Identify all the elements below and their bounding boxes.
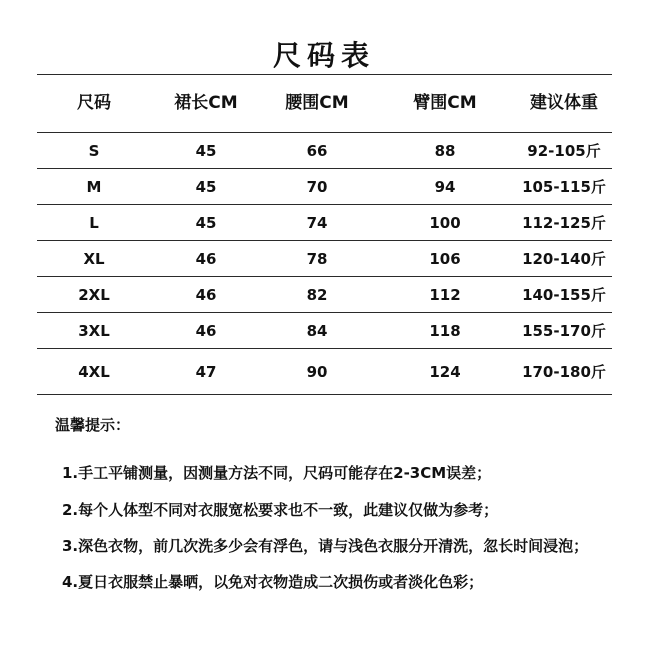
table-bottom-rule [37, 394, 612, 395]
row-divider [37, 240, 612, 241]
cell-weight: 140-155斤 [522, 286, 606, 304]
row-divider [37, 312, 612, 313]
cell-size: M [86, 178, 102, 196]
cell-size: L [89, 214, 99, 232]
cell-waist: 84 [306, 322, 328, 340]
row-divider [37, 204, 612, 205]
cell-waist: 70 [306, 178, 328, 196]
cell-arm: 106 [429, 250, 461, 268]
row-divider [37, 168, 612, 169]
tips-heading: 温馨提示： [55, 416, 131, 434]
cell-skirt-length: 46 [195, 322, 217, 340]
cell-arm: 88 [434, 142, 456, 160]
tip-item: 2.每个人体型不同对衣服宽松要求也不一致，此建议仅做为参考； [62, 501, 499, 519]
tip-item: 3.深色衣物，前几次洗多少会有浮色，请与浅色衣服分开清洗，忽长时间浸泡； [62, 537, 589, 555]
cell-arm: 124 [429, 363, 461, 381]
tip-item: 1.手工平铺测量，因测量方法不同，尺码可能存在2-3CM误差； [62, 464, 492, 482]
cell-weight: 155-170斤 [522, 322, 606, 340]
cell-waist: 78 [306, 250, 328, 268]
cell-weight: 120-140斤 [522, 250, 606, 268]
tip-item: 4.夏日衣服禁止暴晒，以免对衣物造成二次损伤或者淡化色彩； [62, 573, 484, 591]
cell-size: S [88, 142, 100, 160]
cell-waist: 90 [306, 363, 328, 381]
cell-skirt-length: 46 [195, 286, 217, 304]
cell-skirt-length: 46 [195, 250, 217, 268]
cell-weight: 92-105斤 [527, 142, 601, 160]
header-rule [37, 132, 612, 133]
column-header-size: 尺码 [77, 93, 111, 113]
column-header-weight: 建议体重 [530, 93, 598, 113]
cell-skirt-length: 45 [195, 142, 217, 160]
column-header-waist: 腰围CM [285, 93, 349, 113]
cell-weight: 170-180斤 [522, 363, 606, 381]
cell-size: XL [83, 250, 105, 268]
row-divider [37, 276, 612, 277]
cell-skirt-length: 45 [195, 178, 217, 196]
table-top-rule [37, 74, 612, 75]
column-header-skirt-length: 裙长CM [174, 93, 238, 113]
cell-arm: 118 [429, 322, 461, 340]
cell-size: 4XL [78, 363, 110, 381]
cell-arm: 100 [429, 214, 461, 232]
cell-arm: 94 [434, 178, 456, 196]
column-header-arm: 臂围CM [413, 93, 477, 113]
cell-arm: 112 [429, 286, 461, 304]
cell-skirt-length: 45 [195, 214, 217, 232]
cell-size: 3XL [78, 322, 110, 340]
cell-size: 2XL [78, 286, 110, 304]
row-divider [37, 348, 612, 349]
cell-waist: 66 [306, 142, 328, 160]
cell-weight: 105-115斤 [522, 178, 606, 196]
cell-skirt-length: 47 [195, 363, 217, 381]
cell-waist: 74 [306, 214, 328, 232]
cell-waist: 82 [306, 286, 328, 304]
cell-weight: 112-125斤 [522, 214, 606, 232]
page-title: 尺码表 [272, 39, 375, 72]
